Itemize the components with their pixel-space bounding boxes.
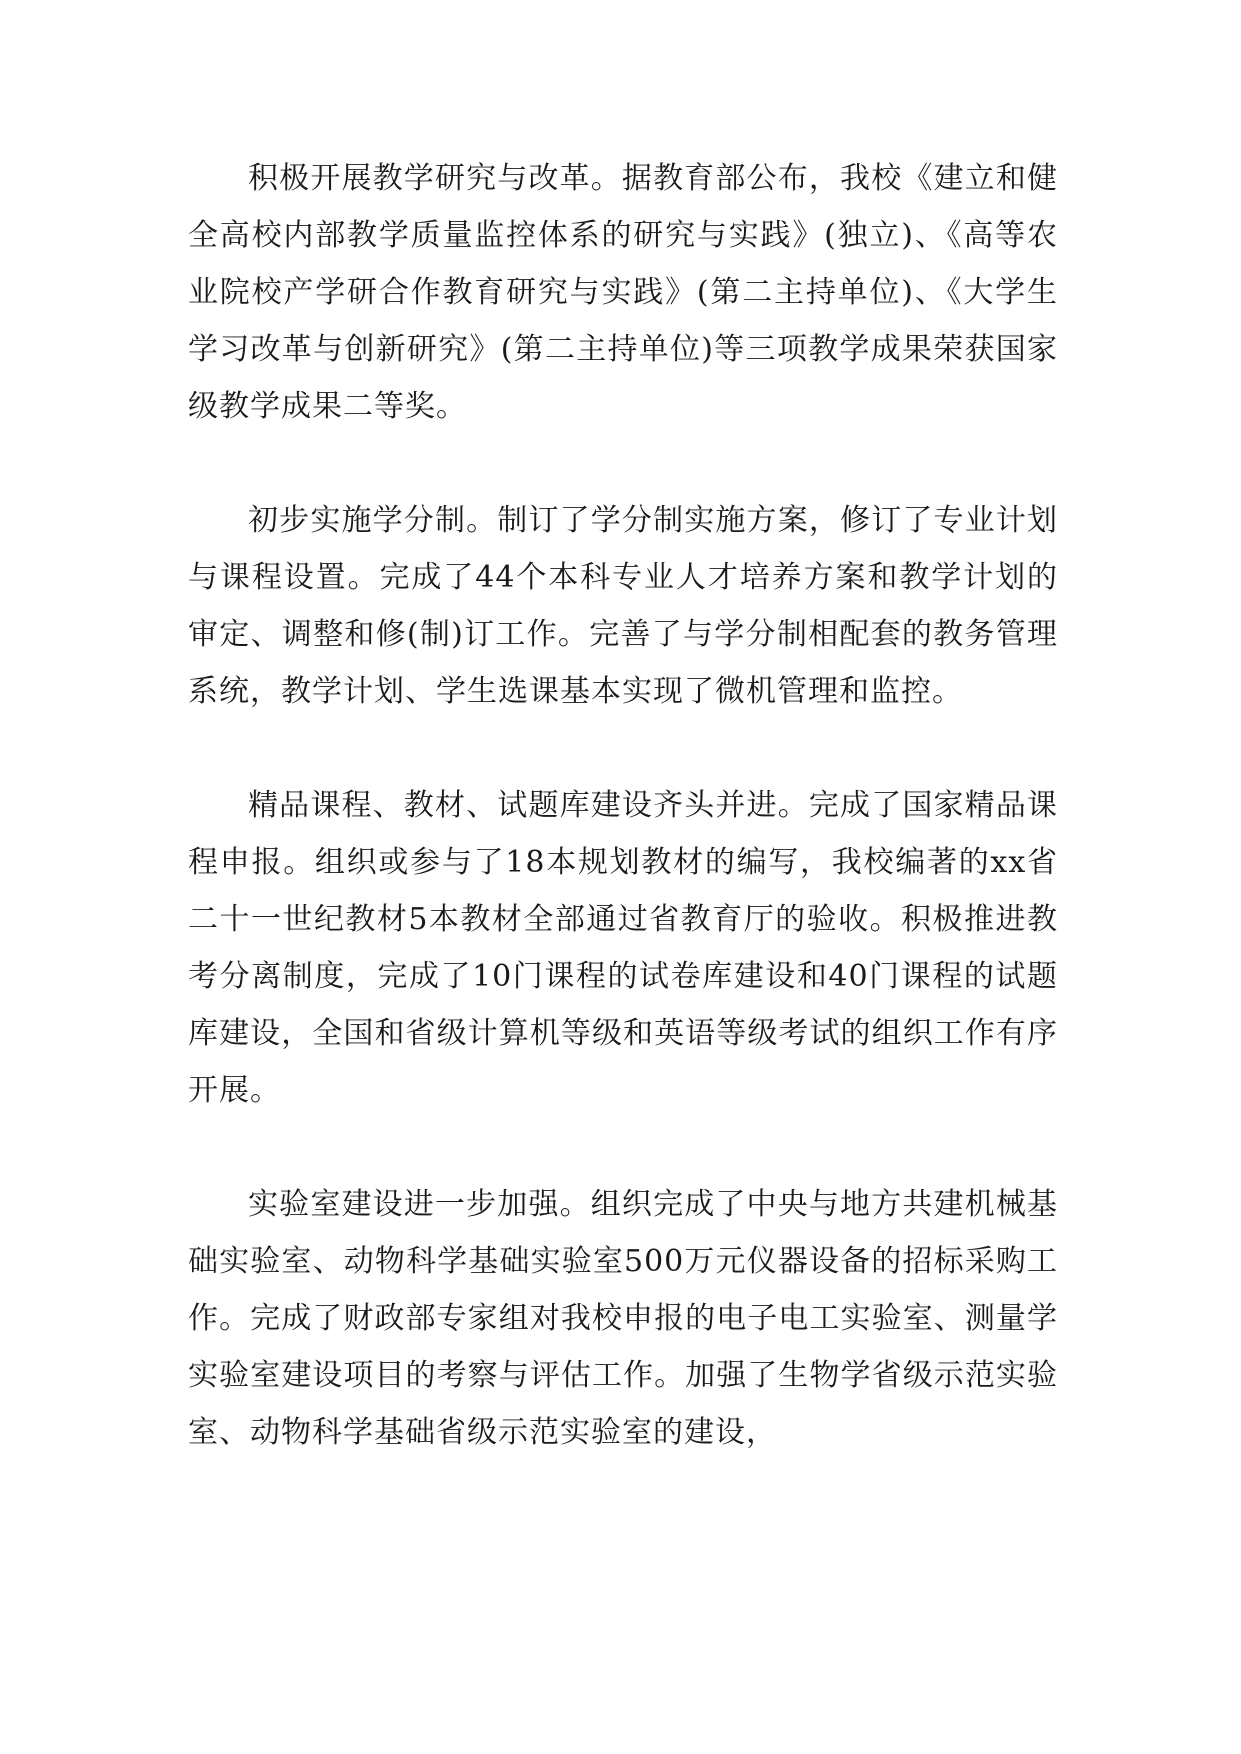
paragraph-credit-system: 初步实施学分制。制订了学分制实施方案，修订了专业计划与课程设置。完成了44个本科专业人才培养方案和教学计划的审定、调整和修(制)订工作。完善了与学分制相配套的教务管理系统，教学计划、学生选课基本实现了微机管理和监控。 [188,503,1058,709]
document-body [188,150,1058,1461]
paragraph-teaching-research: 积极开展教学研究与改革。据教育部公布，我校《建立和健全高校内部教学质量监控体系的研究与实践》(独立)、《高等农业院校产学研合作教育研究与实践》(第二主持单位)、《大学生学习改革与创新研究》(第二主持单位)等三项教学成果荣获国家级教学成果二等奖。 [188,161,1058,424]
paragraph-courses-textbooks: 精品课程、教材、试题库建设齐头并进。完成了国家精品课程申报。组织或参与了18本规划教材的编写，我校编著的xx省二十一世纪教材5本教材全部通过省教育厅的验收。积极推进教考分离制度，完成了10门课程的试卷库建设和40门课程的试题库建设，全国和省级计算机等级和英语等级考试的组织工作有序开展。 [188,788,1058,1108]
paragraph-laboratory-construction: 实验室建设进一步加强。组织完成了中央与地方共建机械基础实验室、动物科学基础实验室500万元仪器设备的招标采购工作。完成了财政部专家组对我校申报的电子电工实验室、测量学实验室建设项目的考察与评估工作。加强了生物学省级示范实验室、动物科学基础省级示范实验室的建设， [188,1187,1058,1450]
